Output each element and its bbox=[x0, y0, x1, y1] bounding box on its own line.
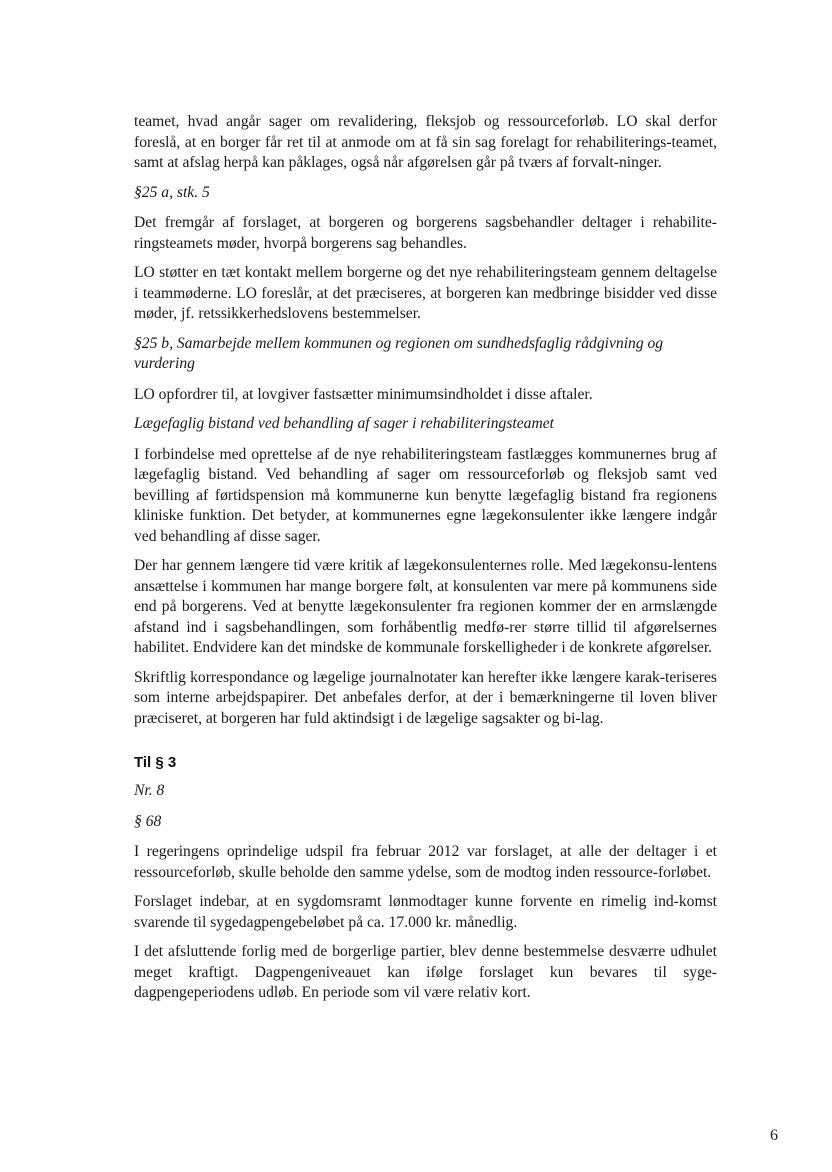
paragraph-medical-assistance: I forbindelse med oprettelse af de nye rehabiliteringsteam fastlægges kommunernes brug af lægefaglig bistand. Ved behandling af sager om ressourceforløb og fleksjob samt ved bevilling af førtidspension må kommunerne kun benytte lægefaglig bistand fra regionens kliniske funktion. Det betyder, at kommunernes egne lægekonsulenter ikke længere indgår ved behandling af disse sager. bbox=[134, 445, 717, 545]
document-body bbox=[134, 112, 717, 1013]
paragraph-meeting-participation: Det fremgår af forslaget, at borgeren og borgerens sagsbehandler deltager i rehabilite-ringsteamets møder, hvorpå borgerens sag behandles. bbox=[134, 214, 717, 252]
paragraph-original-proposal: I regeringens oprindelige udspil fra februar 2012 var forslaget, at alle der deltager i et ressourceforløb, skulle beholde den samme ydelse, som de modtog inden ressource-forløbet. bbox=[134, 843, 717, 881]
section-reference-nr8: Nr. 8 bbox=[134, 782, 165, 799]
paragraph-access-to-records: Skriftlig korrespondance og lægelige journalnotater kan herefter ikke længere karak-teriseres som interne arbejdspapirer. Det anbefales derfor, at der i bemærkningerne til loven bliver præciseret, at borgeren har fuld aktindsigt i de lægelige sagsakter og bi-lag. bbox=[134, 668, 717, 727]
section-reference-25a: §25 a, stk. 5 bbox=[134, 183, 210, 201]
page-number: 6 bbox=[770, 1127, 778, 1144]
paragraph-criticism: Der har gennem længere tid være kritik af lægekonsulenternes rolle. Med lægekonsu-lentens ansættelse i kommunen har mange borgere følt, at konsulenten var mere på kommunens side end på borgerens. Ved at benytte lægekonsulenter fra regionen kommer der en armslængde afstand ind i sagsbehandlingen, som forhåbentlig medfø-rer større tillid til afgørelsernes habilitet. Endvidere kan det mindske de kommunale forskelligheder i de konkrete afgørelser. bbox=[134, 557, 717, 656]
paragraph-continuation: teamet, hvad angår sager om revalidering, fleksjob og ressourceforløb. LO skal derfor foreslå, at en borger får ret til at anmode om at få sin sag forelagt for rehabiliterings-teamet, samt at afslag herpå kan påklages, også når afgørelsen går på tværs af forvalt-ninger. bbox=[134, 113, 717, 171]
section-reference-68: § 68 bbox=[134, 812, 162, 830]
paragraph-lo-support: LO støtter en tæt kontakt mellem borgerne og det nye rehabiliteringsteam gennem deltagelse i teammøderne. LO foreslår, at det præciseres, at borgeren kan medbringe bisidder ved disse møder, jf. retssikkerhedslovens bestemmelser. bbox=[134, 264, 717, 322]
paragraph-sick-pay: Forslaget indebar, at en sygdomsramt lønmodtager kunne forvente en rimelig ind-komst svarende til sygedagpengebeløbet på ca. 17.000 kr. månedlig. bbox=[134, 893, 717, 931]
paragraph-final-agreement: I det afsluttende forlig med de borgerlige partier, blev denne bestemmelse desværre udhulet meget kraftigt. Dagpengeniveauet kan ifølge forslaget kun bevares til syge-dagpengeperiodens udløb. En periode som vil være relativ kort. bbox=[134, 943, 717, 1001]
paragraph-minimum-content: LO opfordrer til, at lovgiver fastsætter minimumsindholdet i disse aftaler. bbox=[134, 385, 593, 403]
section-reference-25b: §25 b, Samarbejde mellem kommunen og regionen om sundhedsfaglig rådgivning og vurdering bbox=[134, 334, 664, 372]
subheading-medical-assistance: Lægefaglig bistand ved behandling af sager i rehabiliteringsteamet bbox=[134, 415, 554, 432]
section-heading: Til § 3 bbox=[134, 754, 177, 771]
